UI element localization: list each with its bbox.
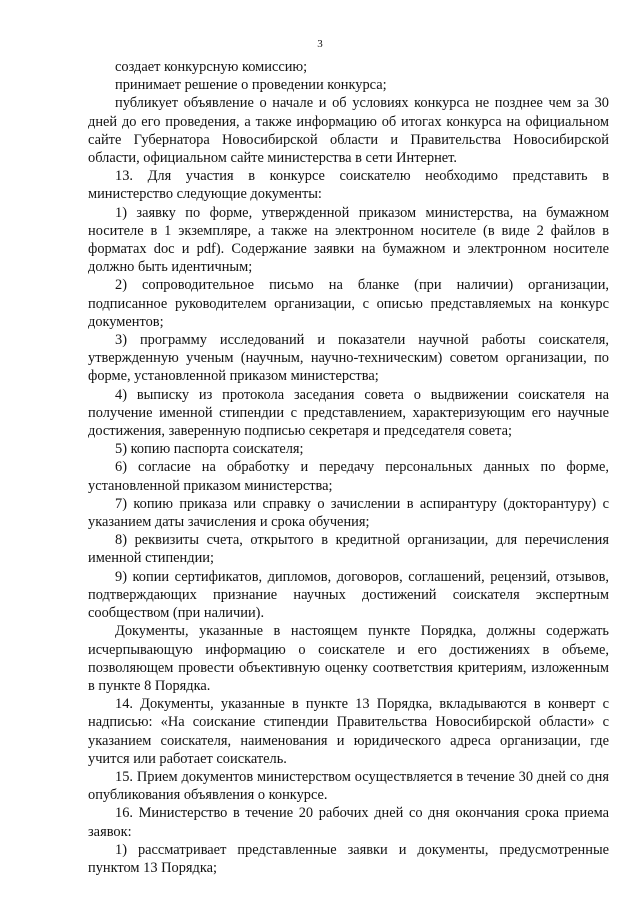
paragraph: 14. Документы, указанные в пункте 13 Порядка, вкладываются в конверт с надписью: «На соискание стипендии Правительства Новосибирской области» с указанием соискателя, наименования и юридического адреса организации, где учится или работает соискатель. [88,696,609,767]
paragraph: 3) программу исследований и показатели научной работы соискателя, утвержденную ученым (научным, научно-техническим) советом организации, по форме, установленной приказом министерства; [88,332,609,385]
document-body [88,58,609,877]
paragraph: 1) рассматривает представленные заявки и документы, предусмотренные пунктом 13 Порядка; [88,841,609,876]
paragraph: создает конкурсную комиссию; [115,59,308,75]
page-number: 3 [317,38,323,50]
paragraph: 9) копии сертификатов, дипломов, договоров, соглашений, рецензий, отзывов, подтверждающих признание научных достижений соискателя экспертным сообществом (при наличии). [88,568,609,622]
paragraph: 6) согласие на обработку и передачу персональных данных по форме, установленной приказом министерства; [88,459,609,494]
paragraph: 5) копию паспорта соискателя; [115,441,304,458]
paragraph: Документы, указанные в настоящем пункте Порядка, должны содержать исчерпывающую информацию о соискателе и его достижениях в объеме, позволяющем провести объективную оценку соответствия критериям, изложенным в пункте 8 Порядка. [88,623,609,694]
paragraph: 15. Прием документов министерством осуществляется в течение 30 дней со дня опубликования объявления о конкурсе. [88,768,609,804]
paragraph: публикует объявление о начале и об условиях конкурса не позднее чем за 30 дней до его проведения, а также информацию об итогах конкурса на официальном сайте Губернатора Новосибирской области и Правительства Новосибирской области, официальном сайте министерства в сети Интернет. [88,95,609,167]
paragraph: 8) реквизиты счета, открытого в кредитной организации, для перечисления именной стипендии; [88,532,609,567]
paragraph: 2) сопроводительное письмо на бланке (при наличии) организации, подписанное руководителем организации, с описью представляемых на конкурс документов; [88,277,609,330]
paragraph: 16. Министерство в течение 20 рабочих дней со дня окончания срока приема заявок: [88,805,609,840]
paragraph: 1) заявку по форме, утвержденной приказом министерства, на бумажном носителе в 1 экземпляре, а также на электронном носителе (в виде 2 файлов в форматах doc и pdf). Содержание заявки на бумажном и электронном носителе должно быть идентичным; [88,204,609,276]
paragraph: 7) копию приказа или справку о зачислении в аспирантуру (докторантуру) с указанием даты зачисления и срока обучения; [88,495,609,531]
paragraph: 4) выписку из протокола заседания совета о выдвижении соискателя на получение именной стипендии с представлением, характеризующим его научные достижения, заверенную подписью секретаря и председателя совета; [88,386,609,440]
paragraph: 13. Для участия в конкурсе соискателю необходимо представить в министерство следующие документы: [88,168,609,203]
paragraph: принимает решение о проведении конкурса; [115,77,387,94]
